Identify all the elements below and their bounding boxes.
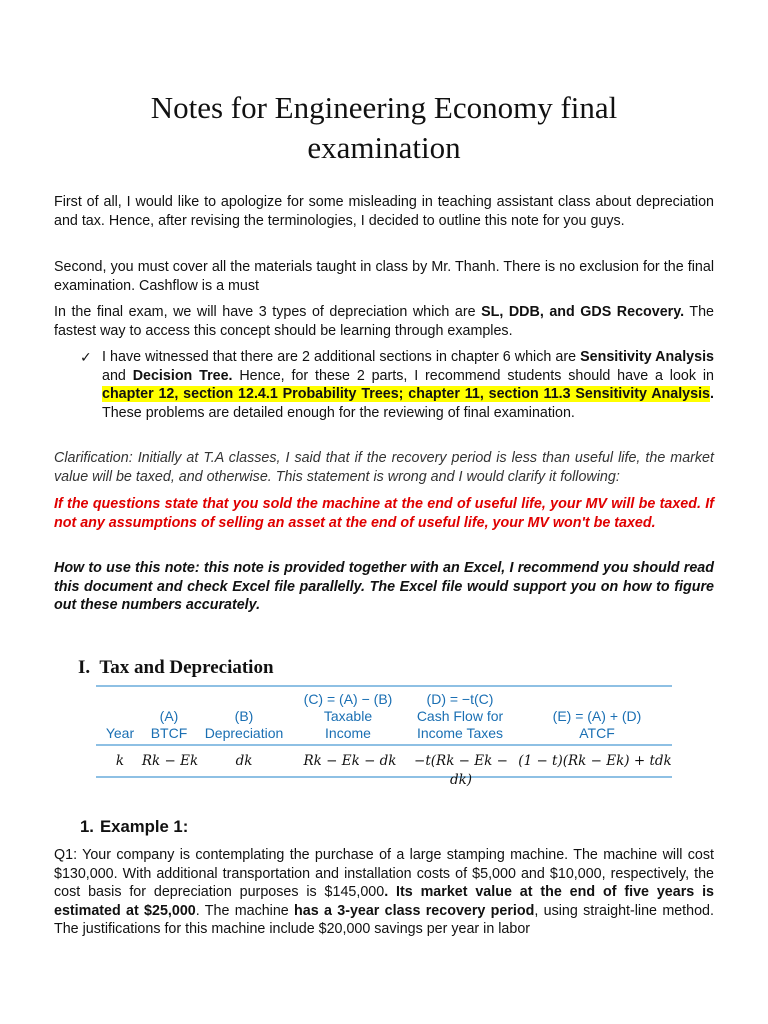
header-taxable-l1: (C) = (A) − (B) (303, 691, 393, 707)
row-year: k (115, 753, 125, 769)
header-cashflow-l1: (D) = −t(C) (426, 691, 494, 707)
header-year (100, 691, 140, 742)
header-btcf (144, 691, 194, 742)
question-1-paragraph (54, 846, 714, 939)
clarification-paragraph: Clarification: Initially at T.A classes, I said that if the recovery period is less than useful life, the market value will be taxed, and otherwise. This statement is wrong and I would clarify it following: (54, 450, 714, 485)
section-number: I. (78, 657, 91, 678)
row-taxable-income: Rk − Ek − dk (303, 753, 397, 769)
q1-text-1: Q1: Your company is contemplating the purchase of a large stamping machine. The machine will cost $130,000. With additional transportation and installation costs of $5,000 and $10,000, respectively, the cost basis for depreciation purposes is $145,000 (54, 847, 714, 900)
header-dep-l1 (196, 691, 292, 708)
depreciation-types-paragraph (54, 303, 714, 340)
row-atcf: (1 − t)(Rk − Ek) + tdk (518, 753, 672, 769)
decision-tree-bold: Decision Tree. (132, 367, 233, 384)
checklist-item (80, 348, 714, 422)
chapter-reference-highlight: chapter 12, section 12.4.1 Probability Trees; chapter 11, section 11.3 Sensitivity Analysis (102, 386, 711, 402)
check-post-text: These problems are detailed enough for the reviewing of final examination. (102, 404, 575, 421)
q1-market-value-bold: . Its market value at the end of five years is estimated at $25,000 (54, 884, 715, 919)
example-number: 1. (80, 817, 94, 836)
page-title: Notes for Engineering Economy final examination (150, 90, 618, 165)
depreciation-outro-text: The fastest way to access this concept should be learning through examples. (54, 304, 714, 339)
example-heading (80, 818, 188, 837)
q1-recovery-period-bold: has a 3-year class recovery period (294, 902, 535, 919)
sensitivity-analysis-bold: Sensitivity Analysis (580, 349, 714, 365)
header-taxable-l3: Income (325, 725, 371, 741)
header-atcf-l3: ATCF (579, 725, 615, 741)
depreciation-types-bold: SL, DDB, and GDS Recovery. (481, 304, 685, 320)
check-pre-text: I have witnessed that there are 2 additional sections in chapter 6 which are (102, 349, 581, 365)
checkmark-icon: ✓ (80, 349, 92, 365)
check-mid-text: Hence, for these 2 parts, I recommend students should have a look in (232, 367, 714, 384)
header-cash-flow-taxes (404, 691, 516, 742)
mv-tax-warning: If the questions state that you sold the machine at the end of useful life, your MV will be taxed. If not any assumptions of selling an asset at the end of useful life, your MV won't be taxed. (54, 496, 714, 531)
header-atcf-l2: (E) = (A) + (D) (552, 708, 642, 724)
section-title: Tax and Depreciation (99, 657, 274, 678)
materials-paragraph: Second, you must cover all the materials taught in class by Mr. Thanh. There is no exclusion for the final examination. Cashflow is a must (54, 259, 714, 294)
header-atcf-l1 (522, 691, 672, 708)
header-year-l2 (100, 708, 140, 725)
header-dep-l3: Depreciation (204, 725, 284, 741)
header-btcf-l2: (A) (159, 708, 179, 724)
q1-text-3: , using straight-line method. The justifications for this machine include $20,000 savings per year in labor (54, 902, 714, 937)
intro-paragraph: First of all, I would like to apologize for some misleading in teaching assistant class about depreciation and tax. Hence, after revising the terminologies, I decided to outline this note for you guys. (54, 194, 714, 229)
header-btcf-l3: BTCF (150, 725, 188, 741)
header-atcf (522, 691, 672, 742)
header-cashflow-l2: Cash Flow for (416, 708, 504, 724)
header-dep-l2: (B) (234, 708, 254, 724)
header-year-l3: Year (105, 725, 135, 741)
header-year-l1 (100, 691, 140, 708)
header-taxable-income (292, 691, 404, 742)
header-taxable-l2: Taxable (323, 708, 373, 724)
depreciation-intro-text: In the final exam, we will have 3 types of depreciation which are (54, 304, 482, 320)
checklist-text (102, 348, 714, 422)
row-depreciation: dk (235, 753, 253, 769)
example-title: Example 1: (100, 817, 189, 836)
check-and-text: and (102, 367, 133, 384)
header-depreciation (196, 691, 292, 742)
q1-text-2: . The machine (195, 902, 295, 919)
how-to-use-paragraph: How to use this note: this note is provided together with an Excel, I recommend you should read this document and check Excel file parallelly. The Excel file would support you on how to figure out these numbers accurately. (54, 560, 714, 613)
row-cash-flow-taxes: −t(Rk − Ek − dk) (414, 753, 508, 788)
row-btcf: Rk − Ek (141, 753, 199, 769)
header-btcf-l1 (144, 691, 194, 708)
header-cashflow-l3: Income Taxes (416, 725, 504, 741)
check-dot: . (710, 386, 714, 402)
section-heading-tax-depreciation (78, 656, 274, 680)
